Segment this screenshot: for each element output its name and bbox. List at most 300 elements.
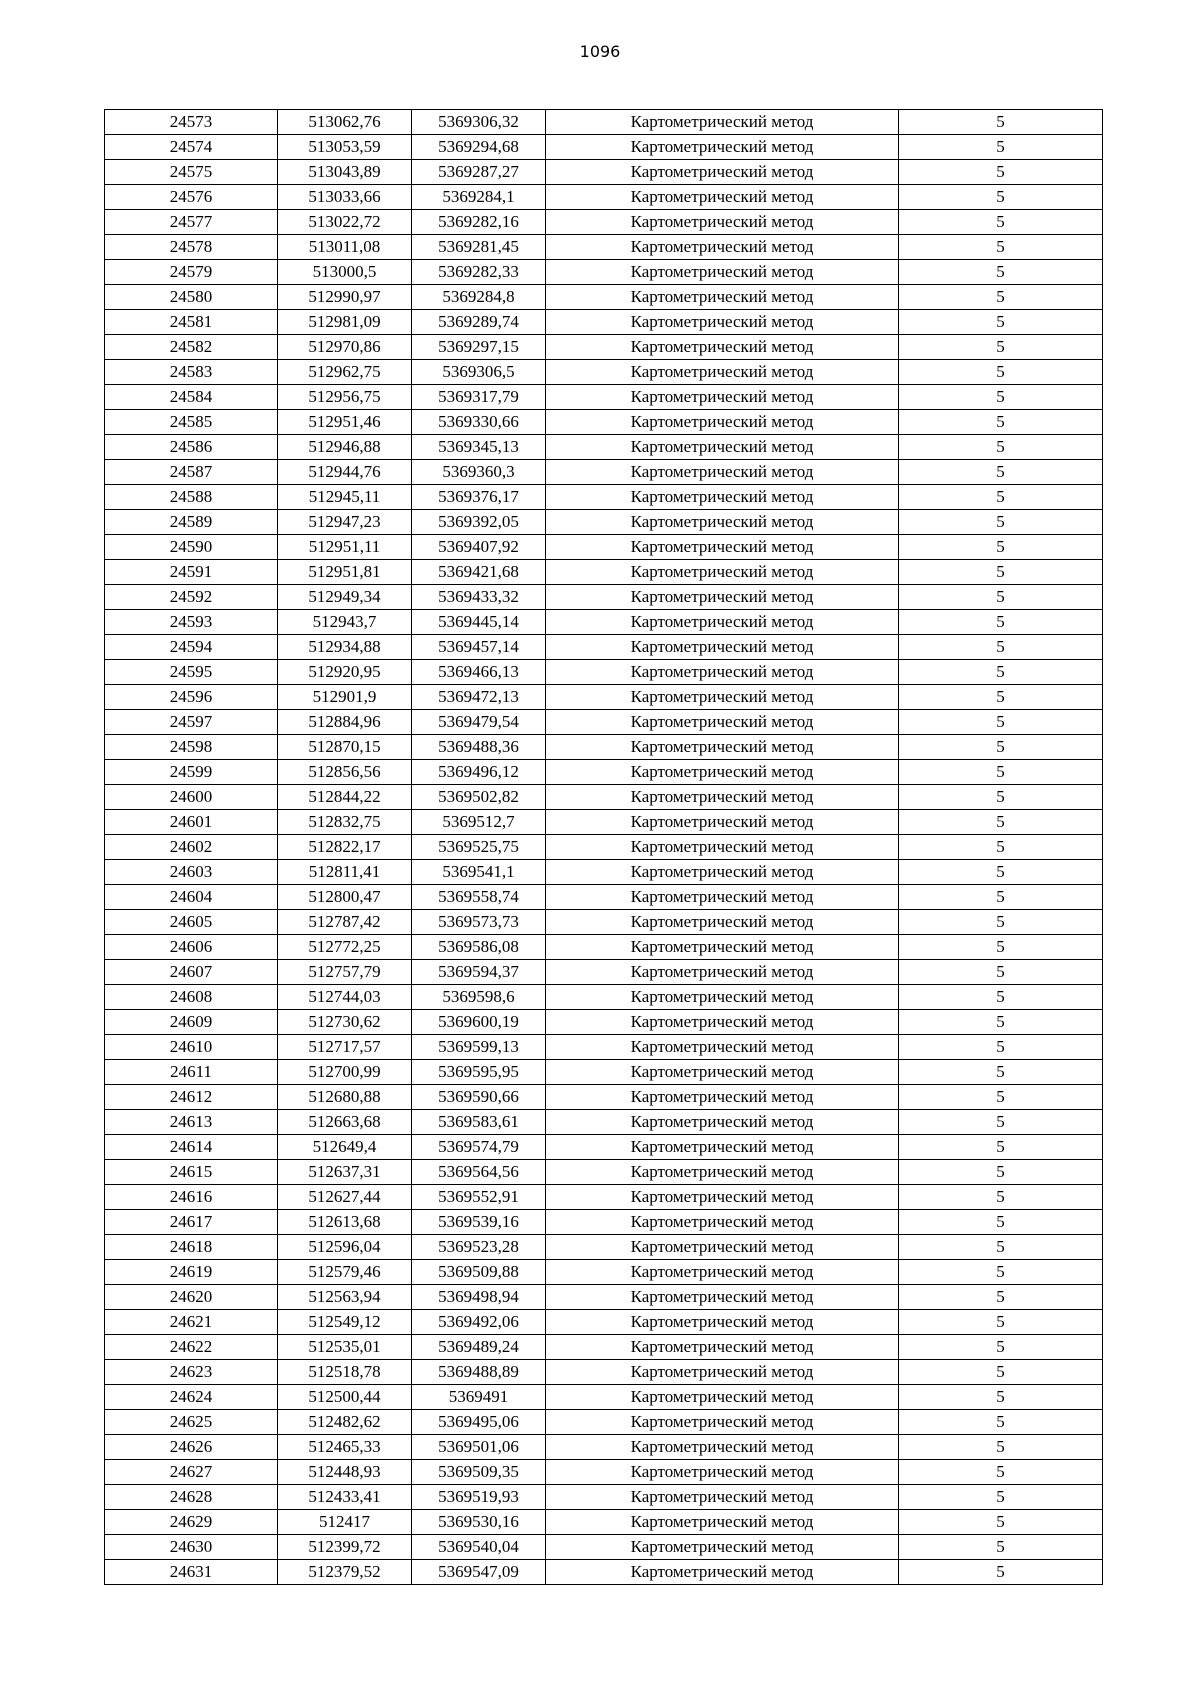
table-row [105, 910, 1103, 935]
x-coordinate-cell: 512944,76 [278, 460, 412, 485]
accuracy-cell: 5 [899, 735, 1103, 760]
point-number-cell: 24606 [105, 935, 278, 960]
method-cell: Картометрический метод [546, 1210, 899, 1235]
point-number-cell: 24605 [105, 910, 278, 935]
method-cell: Картометрический метод [546, 185, 899, 210]
table-row [105, 535, 1103, 560]
table-row [105, 1310, 1103, 1335]
accuracy-cell: 5 [899, 685, 1103, 710]
x-coordinate-cell: 512500,44 [278, 1385, 412, 1410]
y-coordinate-cell: 5369492,06 [412, 1310, 546, 1335]
coordinates-table [104, 109, 1103, 1585]
point-number-cell: 24591 [105, 560, 278, 585]
point-number-cell: 24579 [105, 260, 278, 285]
accuracy-cell: 5 [899, 135, 1103, 160]
page-number: 1096 [579, 42, 621, 61]
point-number-cell: 24624 [105, 1385, 278, 1410]
x-coordinate-cell: 513062,76 [278, 110, 412, 135]
x-coordinate-cell: 512951,81 [278, 560, 412, 585]
y-coordinate-cell: 5369595,95 [412, 1060, 546, 1085]
y-coordinate-cell: 5369495,06 [412, 1410, 546, 1435]
accuracy-cell: 5 [899, 210, 1103, 235]
y-coordinate-cell: 5369472,13 [412, 685, 546, 710]
point-number-cell: 24593 [105, 610, 278, 635]
x-coordinate-cell: 512482,62 [278, 1410, 412, 1435]
point-number-cell: 24573 [105, 110, 278, 135]
table-row [105, 1560, 1103, 1585]
point-number-cell: 24584 [105, 385, 278, 410]
accuracy-cell: 5 [899, 1160, 1103, 1185]
accuracy-cell: 5 [899, 785, 1103, 810]
point-number-cell: 24614 [105, 1135, 278, 1160]
x-coordinate-cell: 512637,31 [278, 1160, 412, 1185]
accuracy-cell: 5 [899, 460, 1103, 485]
table-row [105, 810, 1103, 835]
y-coordinate-cell: 5369530,16 [412, 1510, 546, 1535]
x-coordinate-cell: 512433,41 [278, 1485, 412, 1510]
table-row [105, 960, 1103, 985]
accuracy-cell: 5 [899, 1360, 1103, 1385]
point-number-cell: 24602 [105, 835, 278, 860]
x-coordinate-cell: 512951,11 [278, 535, 412, 560]
x-coordinate-cell: 512822,17 [278, 835, 412, 860]
x-coordinate-cell: 512787,42 [278, 910, 412, 935]
x-coordinate-cell: 512744,03 [278, 985, 412, 1010]
point-number-cell: 24613 [105, 1110, 278, 1135]
accuracy-cell: 5 [899, 635, 1103, 660]
method-cell: Картометрический метод [546, 485, 899, 510]
y-coordinate-cell: 5369573,73 [412, 910, 546, 935]
table-row [105, 1035, 1103, 1060]
accuracy-cell: 5 [899, 1035, 1103, 1060]
x-coordinate-cell: 512920,95 [278, 660, 412, 685]
y-coordinate-cell: 5369512,7 [412, 810, 546, 835]
x-coordinate-cell: 513043,89 [278, 160, 412, 185]
y-coordinate-cell: 5369466,13 [412, 660, 546, 685]
accuracy-cell: 5 [899, 1410, 1103, 1435]
point-number-cell: 24615 [105, 1160, 278, 1185]
accuracy-cell: 5 [899, 310, 1103, 335]
point-number-cell: 24595 [105, 660, 278, 685]
accuracy-cell: 5 [899, 960, 1103, 985]
table-row [105, 1335, 1103, 1360]
point-number-cell: 24611 [105, 1060, 278, 1085]
table-row [105, 485, 1103, 510]
point-number-cell: 24583 [105, 360, 278, 385]
point-number-cell: 24622 [105, 1335, 278, 1360]
method-cell: Картометрический метод [546, 260, 899, 285]
y-coordinate-cell: 5369284,1 [412, 185, 546, 210]
point-number-cell: 24598 [105, 735, 278, 760]
y-coordinate-cell: 5369501,06 [412, 1435, 546, 1460]
x-coordinate-cell: 512596,04 [278, 1235, 412, 1260]
x-coordinate-cell: 513011,08 [278, 235, 412, 260]
method-cell: Картометрический метод [546, 435, 899, 460]
y-coordinate-cell: 5369289,74 [412, 310, 546, 335]
y-coordinate-cell: 5369284,8 [412, 285, 546, 310]
accuracy-cell: 5 [899, 1285, 1103, 1310]
method-cell: Картометрический метод [546, 935, 899, 960]
x-coordinate-cell: 512990,97 [278, 285, 412, 310]
x-coordinate-cell: 512981,09 [278, 310, 412, 335]
x-coordinate-cell: 512934,88 [278, 635, 412, 660]
table-row [105, 1460, 1103, 1485]
table-row [105, 1435, 1103, 1460]
point-number-cell: 24576 [105, 185, 278, 210]
x-coordinate-cell: 512700,99 [278, 1060, 412, 1085]
table-row [105, 1235, 1103, 1260]
y-coordinate-cell: 5369540,04 [412, 1535, 546, 1560]
accuracy-cell: 5 [899, 335, 1103, 360]
x-coordinate-cell: 512680,88 [278, 1085, 412, 1110]
method-cell: Картометрический метод [546, 1435, 899, 1460]
point-number-cell: 24628 [105, 1485, 278, 1510]
point-number-cell: 24587 [105, 460, 278, 485]
y-coordinate-cell: 5369281,45 [412, 235, 546, 260]
y-coordinate-cell: 5369509,35 [412, 1460, 546, 1485]
y-coordinate-cell: 5369457,14 [412, 635, 546, 660]
method-cell: Картометрический метод [546, 885, 899, 910]
table-row [105, 435, 1103, 460]
accuracy-cell: 5 [899, 1210, 1103, 1235]
accuracy-cell: 5 [899, 1060, 1103, 1085]
table-row [105, 385, 1103, 410]
x-coordinate-cell: 512856,56 [278, 760, 412, 785]
table-row [105, 1510, 1103, 1535]
x-coordinate-cell: 512832,75 [278, 810, 412, 835]
method-cell: Картометрический метод [546, 960, 899, 985]
table-row [105, 1085, 1103, 1110]
x-coordinate-cell: 512970,86 [278, 335, 412, 360]
x-coordinate-cell: 512949,34 [278, 585, 412, 610]
method-cell: Картометрический метод [546, 1235, 899, 1260]
y-coordinate-cell: 5369558,74 [412, 885, 546, 910]
table-row [105, 1485, 1103, 1510]
accuracy-cell: 5 [899, 1085, 1103, 1110]
accuracy-cell: 5 [899, 410, 1103, 435]
table-row [105, 410, 1103, 435]
x-coordinate-cell: 512417 [278, 1510, 412, 1535]
point-number-cell: 24589 [105, 510, 278, 535]
method-cell: Картометрический метод [546, 685, 899, 710]
accuracy-cell: 5 [899, 610, 1103, 635]
x-coordinate-cell: 512563,94 [278, 1285, 412, 1310]
x-coordinate-cell: 513033,66 [278, 185, 412, 210]
accuracy-cell: 5 [899, 835, 1103, 860]
method-cell: Картометрический метод [546, 160, 899, 185]
y-coordinate-cell: 5369297,15 [412, 335, 546, 360]
table-row [105, 335, 1103, 360]
method-cell: Картометрический метод [546, 560, 899, 585]
x-coordinate-cell: 512884,96 [278, 710, 412, 735]
table-row [105, 1385, 1103, 1410]
method-cell: Картометрический метод [546, 1135, 899, 1160]
method-cell: Картометрический метод [546, 1460, 899, 1485]
accuracy-cell: 5 [899, 260, 1103, 285]
y-coordinate-cell: 5369525,75 [412, 835, 546, 860]
table-row [105, 135, 1103, 160]
table-row [105, 310, 1103, 335]
point-number-cell: 24612 [105, 1085, 278, 1110]
table-row [105, 710, 1103, 735]
method-cell: Картометрический метод [546, 360, 899, 385]
table-row [105, 835, 1103, 860]
accuracy-cell: 5 [899, 1310, 1103, 1335]
table-row [105, 935, 1103, 960]
point-number-cell: 24626 [105, 1435, 278, 1460]
method-cell: Картометрический метод [546, 1535, 899, 1560]
point-number-cell: 24590 [105, 535, 278, 560]
point-number-cell: 24582 [105, 335, 278, 360]
y-coordinate-cell: 5369600,19 [412, 1010, 546, 1035]
point-number-cell: 24599 [105, 760, 278, 785]
method-cell: Картометрический метод [546, 385, 899, 410]
table-row [105, 160, 1103, 185]
y-coordinate-cell: 5369598,6 [412, 985, 546, 1010]
method-cell: Картометрический метод [546, 1185, 899, 1210]
point-number-cell: 24588 [105, 485, 278, 510]
method-cell: Картометрический метод [546, 860, 899, 885]
y-coordinate-cell: 5369488,89 [412, 1360, 546, 1385]
x-coordinate-cell: 512579,46 [278, 1260, 412, 1285]
table-row [105, 1160, 1103, 1185]
accuracy-cell: 5 [899, 1535, 1103, 1560]
method-cell: Картометрический метод [546, 660, 899, 685]
accuracy-cell: 5 [899, 1135, 1103, 1160]
accuracy-cell: 5 [899, 285, 1103, 310]
x-coordinate-cell: 512943,7 [278, 610, 412, 635]
method-cell: Картометрический метод [546, 585, 899, 610]
y-coordinate-cell: 5369574,79 [412, 1135, 546, 1160]
method-cell: Картометрический метод [546, 535, 899, 560]
accuracy-cell: 5 [899, 1335, 1103, 1360]
x-coordinate-cell: 512757,79 [278, 960, 412, 985]
y-coordinate-cell: 5369421,68 [412, 560, 546, 585]
x-coordinate-cell: 512448,93 [278, 1460, 412, 1485]
accuracy-cell: 5 [899, 1460, 1103, 1485]
accuracy-cell: 5 [899, 1235, 1103, 1260]
x-coordinate-cell: 512663,68 [278, 1110, 412, 1135]
table-row [105, 1010, 1103, 1035]
y-coordinate-cell: 5369488,36 [412, 735, 546, 760]
method-cell: Картометрический метод [546, 335, 899, 360]
x-coordinate-cell: 512962,75 [278, 360, 412, 385]
table-row [105, 735, 1103, 760]
table-row [105, 1285, 1103, 1310]
table-row [105, 635, 1103, 660]
method-cell: Картометрический метод [546, 285, 899, 310]
y-coordinate-cell: 5369547,09 [412, 1560, 546, 1585]
x-coordinate-cell: 513000,5 [278, 260, 412, 285]
y-coordinate-cell: 5369407,92 [412, 535, 546, 560]
method-cell: Картометрический метод [546, 1085, 899, 1110]
y-coordinate-cell: 5369523,28 [412, 1235, 546, 1260]
point-number-cell: 24577 [105, 210, 278, 235]
method-cell: Картометрический метод [546, 1310, 899, 1335]
method-cell: Картометрический метод [546, 510, 899, 535]
method-cell: Картометрический метод [546, 785, 899, 810]
y-coordinate-cell: 5369306,5 [412, 360, 546, 385]
x-coordinate-cell: 512518,78 [278, 1360, 412, 1385]
x-coordinate-cell: 512379,52 [278, 1560, 412, 1585]
point-number-cell: 24618 [105, 1235, 278, 1260]
accuracy-cell: 5 [899, 1560, 1103, 1585]
x-coordinate-cell: 512800,47 [278, 885, 412, 910]
x-coordinate-cell: 512535,01 [278, 1335, 412, 1360]
table-row [105, 885, 1103, 910]
x-coordinate-cell: 512465,33 [278, 1435, 412, 1460]
point-number-cell: 24608 [105, 985, 278, 1010]
x-coordinate-cell: 512549,12 [278, 1310, 412, 1335]
method-cell: Картометрический метод [546, 1485, 899, 1510]
y-coordinate-cell: 5369541,1 [412, 860, 546, 885]
table-row [105, 985, 1103, 1010]
x-coordinate-cell: 513053,59 [278, 135, 412, 160]
accuracy-cell: 5 [899, 910, 1103, 935]
point-number-cell: 24631 [105, 1560, 278, 1585]
table-row [105, 460, 1103, 485]
point-number-cell: 24610 [105, 1035, 278, 1060]
method-cell: Картометрический метод [546, 1335, 899, 1360]
y-coordinate-cell: 5369287,27 [412, 160, 546, 185]
x-coordinate-cell: 512649,4 [278, 1135, 412, 1160]
method-cell: Картометрический метод [546, 810, 899, 835]
x-coordinate-cell: 512946,88 [278, 435, 412, 460]
coordinates-table-body [105, 110, 1103, 1585]
point-number-cell: 24623 [105, 1360, 278, 1385]
point-number-cell: 24578 [105, 235, 278, 260]
accuracy-cell: 5 [899, 1510, 1103, 1535]
y-coordinate-cell: 5369539,16 [412, 1210, 546, 1235]
accuracy-cell: 5 [899, 485, 1103, 510]
y-coordinate-cell: 5369509,88 [412, 1260, 546, 1285]
point-number-cell: 24616 [105, 1185, 278, 1210]
table-row [105, 360, 1103, 385]
accuracy-cell: 5 [899, 760, 1103, 785]
x-coordinate-cell: 512844,22 [278, 785, 412, 810]
method-cell: Картометрический метод [546, 1160, 899, 1185]
table-row [105, 285, 1103, 310]
accuracy-cell: 5 [899, 860, 1103, 885]
method-cell: Картометрический метод [546, 1285, 899, 1310]
table-row [105, 785, 1103, 810]
point-number-cell: 24596 [105, 685, 278, 710]
y-coordinate-cell: 5369433,32 [412, 585, 546, 610]
y-coordinate-cell: 5369345,13 [412, 435, 546, 460]
x-coordinate-cell: 512730,62 [278, 1010, 412, 1035]
y-coordinate-cell: 5369317,79 [412, 385, 546, 410]
table-row [105, 1060, 1103, 1085]
point-number-cell: 24594 [105, 635, 278, 660]
y-coordinate-cell: 5369586,08 [412, 935, 546, 960]
y-coordinate-cell: 5369392,05 [412, 510, 546, 535]
table-row [105, 1535, 1103, 1560]
x-coordinate-cell: 512772,25 [278, 935, 412, 960]
method-cell: Картометрический метод [546, 1510, 899, 1535]
y-coordinate-cell: 5369491 [412, 1385, 546, 1410]
point-number-cell: 24597 [105, 710, 278, 735]
table-row [105, 1260, 1103, 1285]
method-cell: Картометрический метод [546, 710, 899, 735]
x-coordinate-cell: 513022,72 [278, 210, 412, 235]
y-coordinate-cell: 5369552,91 [412, 1185, 546, 1210]
point-number-cell: 24630 [105, 1535, 278, 1560]
table-row [105, 560, 1103, 585]
table-row [105, 585, 1103, 610]
point-number-cell: 24574 [105, 135, 278, 160]
y-coordinate-cell: 5369330,66 [412, 410, 546, 435]
method-cell: Картометрический метод [546, 760, 899, 785]
accuracy-cell: 5 [899, 510, 1103, 535]
x-coordinate-cell: 512945,11 [278, 485, 412, 510]
y-coordinate-cell: 5369282,33 [412, 260, 546, 285]
table-row [105, 860, 1103, 885]
method-cell: Картометрический метод [546, 1260, 899, 1285]
y-coordinate-cell: 5369282,16 [412, 210, 546, 235]
method-cell: Картометрический метод [546, 1385, 899, 1410]
method-cell: Картометрический метод [546, 985, 899, 1010]
point-number-cell: 24617 [105, 1210, 278, 1235]
accuracy-cell: 5 [899, 560, 1103, 585]
x-coordinate-cell: 512399,72 [278, 1535, 412, 1560]
point-number-cell: 24609 [105, 1010, 278, 1035]
y-coordinate-cell: 5369445,14 [412, 610, 546, 635]
accuracy-cell: 5 [899, 660, 1103, 685]
table-row [105, 235, 1103, 260]
y-coordinate-cell: 5369502,82 [412, 785, 546, 810]
method-cell: Картометрический метод [546, 1360, 899, 1385]
accuracy-cell: 5 [899, 885, 1103, 910]
method-cell: Картометрический метод [546, 735, 899, 760]
table-row [105, 210, 1103, 235]
method-cell: Картометрический метод [546, 210, 899, 235]
point-number-cell: 24585 [105, 410, 278, 435]
y-coordinate-cell: 5369479,54 [412, 710, 546, 735]
accuracy-cell: 5 [899, 1185, 1103, 1210]
y-coordinate-cell: 5369489,24 [412, 1335, 546, 1360]
table-row [105, 1135, 1103, 1160]
x-coordinate-cell: 512613,68 [278, 1210, 412, 1235]
accuracy-cell: 5 [899, 160, 1103, 185]
y-coordinate-cell: 5369376,17 [412, 485, 546, 510]
table-row [105, 1185, 1103, 1210]
y-coordinate-cell: 5369498,94 [412, 1285, 546, 1310]
accuracy-cell: 5 [899, 1260, 1103, 1285]
accuracy-cell: 5 [899, 1385, 1103, 1410]
table-row [105, 1110, 1103, 1135]
y-coordinate-cell: 5369594,37 [412, 960, 546, 985]
x-coordinate-cell: 512951,46 [278, 410, 412, 435]
x-coordinate-cell: 512947,23 [278, 510, 412, 535]
accuracy-cell: 5 [899, 360, 1103, 385]
table-row [105, 685, 1103, 710]
accuracy-cell: 5 [899, 935, 1103, 960]
method-cell: Картометрический метод [546, 1110, 899, 1135]
method-cell: Картометрический метод [546, 235, 899, 260]
accuracy-cell: 5 [899, 810, 1103, 835]
method-cell: Картометрический метод [546, 1560, 899, 1585]
accuracy-cell: 5 [899, 1010, 1103, 1035]
point-number-cell: 24601 [105, 810, 278, 835]
point-number-cell: 24592 [105, 585, 278, 610]
method-cell: Картометрический метод [546, 610, 899, 635]
accuracy-cell: 5 [899, 1110, 1103, 1135]
y-coordinate-cell: 5369294,68 [412, 135, 546, 160]
point-number-cell: 24575 [105, 160, 278, 185]
y-coordinate-cell: 5369360,3 [412, 460, 546, 485]
table-row [105, 110, 1103, 135]
x-coordinate-cell: 512956,75 [278, 385, 412, 410]
